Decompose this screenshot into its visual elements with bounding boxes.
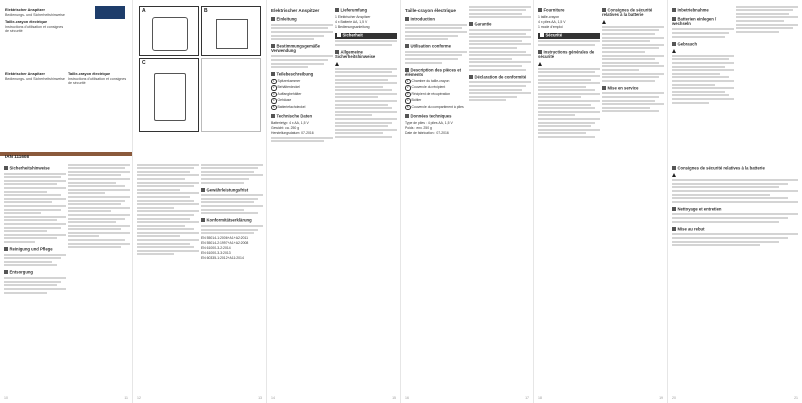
heading-battery-safety: Consignes de sécurité relatives à la batterie bbox=[677, 165, 765, 171]
page-4 bbox=[401, 0, 534, 403]
tech-val-1: 4 piles AA, 1,5 V bbox=[427, 120, 453, 125]
part-5: Batteriefachdeckel bbox=[277, 104, 306, 109]
col-3a: Elektrischer Anspitzer Einleitung Bestimmungsgemäße Verwendung Teilebeschreibung 1 Spitzerkammer 2 Behälterdeckel 3 Auffangbehälter 4 Gehäuse 5 Batteriefachdeckel Technische Daten Batterietyp: 4 x AA, 1,5 V Gewicht: ca. 250 g Herstellungsdatum: 07-2016 bbox=[271, 4, 333, 144]
heading-parts: Description des pièces et éléments bbox=[405, 67, 462, 77]
part-1: Spitzerkammer bbox=[277, 78, 301, 83]
part-4: Gehäuse bbox=[277, 98, 292, 103]
page-2 bbox=[133, 0, 267, 403]
delivery-2: 4 x piles AA, 1,5 V bbox=[538, 19, 566, 24]
page-title: Taille-crayon électrique bbox=[405, 8, 456, 13]
page-number-left: 20 bbox=[672, 396, 676, 400]
col-1b bbox=[68, 162, 130, 250]
page-number-right: 13 bbox=[258, 396, 262, 400]
product-subtitle-fr: Instructions d'utilisation et consignes de sécurité bbox=[5, 24, 64, 34]
tech-val-2: ca. 250 g bbox=[285, 125, 300, 130]
col-2b bbox=[201, 162, 263, 261]
product-title-de-2: Elektrischer Anspitzer bbox=[5, 72, 45, 76]
sharpener-illustration bbox=[152, 17, 188, 51]
part-3: Récipient de récupération bbox=[411, 91, 451, 96]
delivery-1: 1 Elektrischer Anspitzer bbox=[335, 14, 371, 19]
heading-intro: Introduction bbox=[410, 16, 435, 22]
col-6c bbox=[672, 162, 798, 248]
heading-safety: Sécurité bbox=[545, 32, 563, 38]
heading-guarantee: Garantie bbox=[474, 21, 492, 27]
part-5: Couvercle du compartiment à piles bbox=[411, 104, 464, 109]
heading-general-safety: Instructions générales de sécurité bbox=[538, 49, 595, 60]
heading-clean: Reinigung und Pflege bbox=[9, 246, 53, 252]
page-number-left: 18 bbox=[538, 396, 542, 400]
tech-key-2: Gewicht: bbox=[271, 125, 285, 130]
heading-battery-safety: Consignes de sécurité relatives à la batterie bbox=[602, 7, 653, 18]
page-5 bbox=[534, 0, 668, 403]
page-number-right: 19 bbox=[659, 396, 663, 400]
product-subtitle-de: Bedienungs- und Sicherheitshinweise bbox=[5, 12, 65, 17]
part-2: Couvercle du récipient bbox=[411, 85, 446, 90]
norm-4: EN 61000-3-3:2013 bbox=[201, 250, 231, 255]
product-title-block-2 bbox=[5, 72, 65, 81]
heading-safety: Sicherheitshinweise bbox=[9, 165, 50, 171]
heading-use: Gebrauch bbox=[677, 41, 698, 47]
product-title-block bbox=[5, 8, 65, 34]
norm-2: EN 55014-2:1997+A1+A2:2008 bbox=[201, 240, 249, 245]
heading-startup: Mise en service bbox=[607, 85, 639, 91]
part-3: Auffangbehälter bbox=[277, 91, 302, 96]
figure-b-label: B bbox=[204, 8, 208, 14]
col-6b bbox=[736, 4, 798, 34]
col-2a bbox=[137, 162, 199, 257]
heading-delivery: Lieferumfang bbox=[340, 7, 368, 13]
heading-dispose: Entsorgung bbox=[9, 269, 33, 275]
heading-intro: Einleitung bbox=[276, 16, 297, 22]
heading-startup: Inbetriebnahme bbox=[677, 7, 709, 13]
heading-tech: Technische Daten bbox=[276, 113, 313, 119]
heading-intended-use: Utilisation conforme bbox=[410, 43, 451, 49]
figure-a bbox=[139, 6, 199, 56]
page-number-left: 14 bbox=[271, 396, 275, 400]
col-3b bbox=[335, 4, 397, 140]
figure-c bbox=[139, 58, 199, 132]
product-title-block-3 bbox=[68, 72, 128, 86]
page-number-right: 21 bbox=[794, 396, 798, 400]
part-4: Boîtier bbox=[411, 98, 422, 103]
product-subtitle-fr-2: Instructions d'utilisation et consignes de sécurité bbox=[68, 76, 127, 86]
part-1: Chambre du taille-crayon bbox=[411, 78, 450, 83]
tech-val-1: 4 x AA, 1,5 V bbox=[289, 120, 309, 125]
heading-battery: Batterien einlegen / wechseln bbox=[672, 16, 717, 27]
tech-val-3: 07-2016 bbox=[301, 130, 314, 135]
tech-key-3: Herstellungsdatum: bbox=[271, 130, 301, 135]
page-number-right: 15 bbox=[392, 396, 396, 400]
col-4b bbox=[469, 4, 531, 103]
delivery-3: 1 mode d'emploi bbox=[538, 24, 563, 29]
tech-key-3: Date de fabrication : bbox=[405, 130, 436, 135]
norm-1: EN 55014-1:2006+A1+A2:2011 bbox=[201, 235, 249, 240]
delivery-1: 1 taille-crayon bbox=[538, 14, 560, 19]
product-title-fr-2: Taille-crayon électrique bbox=[68, 72, 111, 76]
heading-parts: Teilebeschreibung bbox=[276, 71, 314, 77]
page-number-left: 16 bbox=[405, 396, 409, 400]
norm-5: EN 60335-1:2012+A11:2014 bbox=[201, 255, 244, 260]
tech-key-1: Type de piles : bbox=[405, 120, 427, 125]
part-2: Behälterdeckel bbox=[277, 85, 300, 90]
page-number-left: 10 bbox=[4, 396, 8, 400]
page-number-left: 12 bbox=[137, 396, 141, 400]
col-1a bbox=[4, 162, 66, 295]
page-6 bbox=[668, 0, 802, 403]
tech-val-3: 07-2016 bbox=[436, 130, 449, 135]
page-1 bbox=[0, 0, 133, 403]
tech-val-2: env. 250 g bbox=[416, 125, 432, 130]
heading-conformity: Déclaration de conformité bbox=[474, 74, 527, 80]
tech-key-2: Poids : bbox=[405, 125, 416, 130]
figure-a-label: A bbox=[142, 8, 146, 14]
heading-safety: Sicherheit bbox=[342, 32, 363, 38]
product-subtitle-de-2: Bedienungs- und Sicherheitshinweise bbox=[5, 76, 65, 81]
col-4a: Taille-crayon électrique Introduction Utilisation conforme Description des pièces et éléments 1 Chambre du taille-crayon 2 Couvercle du récipient 3 Récipient de récupération 4 Boîtier 5 Couvercle du compartiment à piles Données techniques Type de piles : 4 piles AA, 1,5 V Poids : env. 250 g Date de fabrication : 07-2016 bbox=[405, 4, 467, 136]
heading-warranty: Gewährleistungsfrist bbox=[206, 187, 249, 193]
page-3 bbox=[267, 0, 401, 403]
heading-intended-use: Bestimmungsgemäße Verwendung bbox=[271, 43, 321, 54]
figure-blank bbox=[201, 58, 261, 132]
pencil-illustration bbox=[154, 73, 186, 121]
page-number-right: 17 bbox=[525, 396, 529, 400]
product-title-de: Elektrischer Anspitzer bbox=[5, 8, 45, 12]
page-title: Elektrischer Anspitzer bbox=[271, 8, 320, 13]
product-title-fr: Taille-crayon électrique bbox=[5, 20, 48, 25]
heading-conformity: Konformitätserklärung bbox=[206, 217, 252, 223]
brand-logo bbox=[95, 6, 125, 19]
tech-key-1: Batterietyp: bbox=[271, 120, 289, 125]
figure-c-label: C bbox=[142, 60, 146, 66]
col-5a bbox=[538, 4, 600, 140]
heading-clean: Nettoyage et entretien bbox=[677, 206, 722, 212]
delivery-2: 4 x Batterie AA, 1,5 V bbox=[335, 19, 368, 24]
col-6a bbox=[672, 4, 734, 105]
norm-3: EN 61000-3-2:2014 bbox=[201, 245, 231, 250]
heading-general-safety: Allgemeine Sicherheitshinweise bbox=[335, 49, 376, 60]
page-number-right: 11 bbox=[124, 396, 128, 400]
battery-illustration bbox=[216, 19, 248, 49]
delivery-3: 1 Bedienungsanleitung bbox=[335, 24, 370, 29]
heading-tech: Données techniques bbox=[410, 113, 452, 119]
figure-b bbox=[201, 6, 261, 56]
heading-dispose: Mise au rebut bbox=[677, 226, 705, 232]
heading-delivery: Fourniture bbox=[543, 7, 565, 13]
col-5b bbox=[602, 4, 664, 114]
ian-number: IAN 111608 bbox=[5, 154, 30, 159]
